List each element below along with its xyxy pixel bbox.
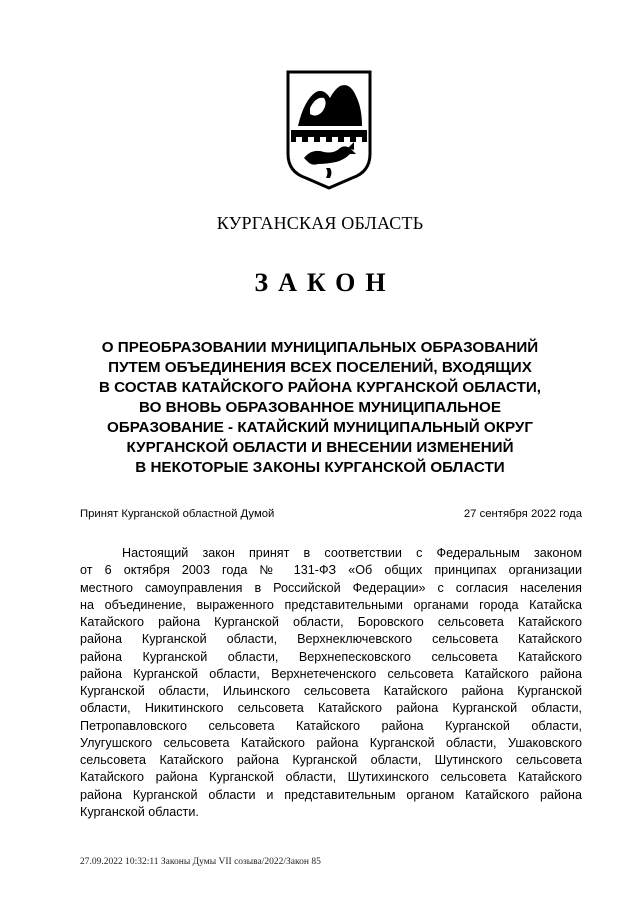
footer-stamp: 27.09.2022 10:32:11 Законы Думы VII созыва/2022/Закон 85: [80, 857, 321, 867]
paragraph-line: района Курганской области и представительным органом Катайского района: [80, 787, 582, 802]
title-line: В СОСТАВ КАТАЙСКОГО РАЙОНА КУРГАНСКОЙ ОБЛАСТИ,: [98, 379, 542, 396]
title-line: О ПРЕОБРАЗОВАНИИ МУНИЦИПАЛЬНЫХ ОБРАЗОВАНИЙ: [101, 339, 539, 356]
paragraph-line: Улугушского сельсовета Катайского района Курганской области, Ушаковского: [80, 735, 582, 750]
paragraph-line: района Курганской области, Верхнеключевского сельсовета Катайского: [80, 632, 582, 647]
paragraph-line: сельсовета Катайского района Курганской области, Шутинского сельсовета: [80, 753, 582, 767]
paragraph-line: района Курганской области, Верхнепесковского сельсовета Катайского: [80, 649, 582, 664]
title-line: ОБРАЗОВАНИЕ - КАТАЙСКИЙ МУНИЦИПАЛЬНЫЙ ОКРУГ: [107, 419, 533, 436]
paragraph-line: на объединение, выраженного представительными органами города Катайска: [80, 597, 582, 612]
paragraph-line: Катайского района Курганской области, Боровского сельсовета Катайского: [80, 615, 582, 629]
coat-of-arms-icon: [282, 68, 376, 194]
preamble-paragraph: [80, 545, 582, 821]
adopted-by-text: Принят Курганской областной Думой: [80, 508, 275, 520]
paragraph-line: области, Никитинского сельсовета Катайского района Курганской области,: [80, 701, 582, 716]
paragraph-line: района Курганской области, Верхнетеченского сельсовета Катайского района: [80, 666, 582, 681]
paragraph-line: Катайского района Курганской области, Шутихинского сельсовета Катайского: [80, 770, 582, 785]
paragraph-line: местного самоуправления в Российской Федерации» с согласия населения: [80, 580, 582, 595]
adoption-date: 27 сентября 2022 года: [463, 508, 582, 520]
title-line: ПУТЕМ ОБЪЕДИНЕНИЯ ВСЕХ ПОСЕЛЕНИЙ, ВХОДЯЩИХ: [108, 359, 532, 376]
title-line: КУРГАНСКОЙ ОБЛАСТИ И ВНЕСЕНИИ ИЗМЕНЕНИЙ: [126, 439, 514, 456]
title-line: ВО ВНОВЬ ОБРАЗОВАННОЕ МУНИЦИПАЛЬНОЕ: [139, 399, 501, 416]
paragraph-line: Петропавловского сельсовета Катайского района Курганской области,: [80, 718, 582, 733]
paragraph-line: от 6 октября 2003 года № 131-ФЗ «Об общих принципах организации: [80, 563, 582, 578]
paragraph-line: Курганской области, Ильинского сельсовета Катайского района Курганской: [80, 684, 582, 698]
law-title: [60, 338, 580, 478]
paragraph-line: Настоящий закон принят в соответствии с Федеральным законом: [122, 546, 582, 560]
paragraph-line: Курганской области.: [80, 804, 199, 819]
region-heading: КУРГАНСКАЯ ОБЛАСТЬ: [216, 213, 424, 233]
title-line: В НЕКОТОРЫЕ ЗАКОНЫ КУРГАНСКОЙ ОБЛАСТИ: [135, 459, 505, 476]
adoption-row: [80, 508, 582, 520]
document-type-heading: ЗАКОН: [254, 268, 396, 297]
